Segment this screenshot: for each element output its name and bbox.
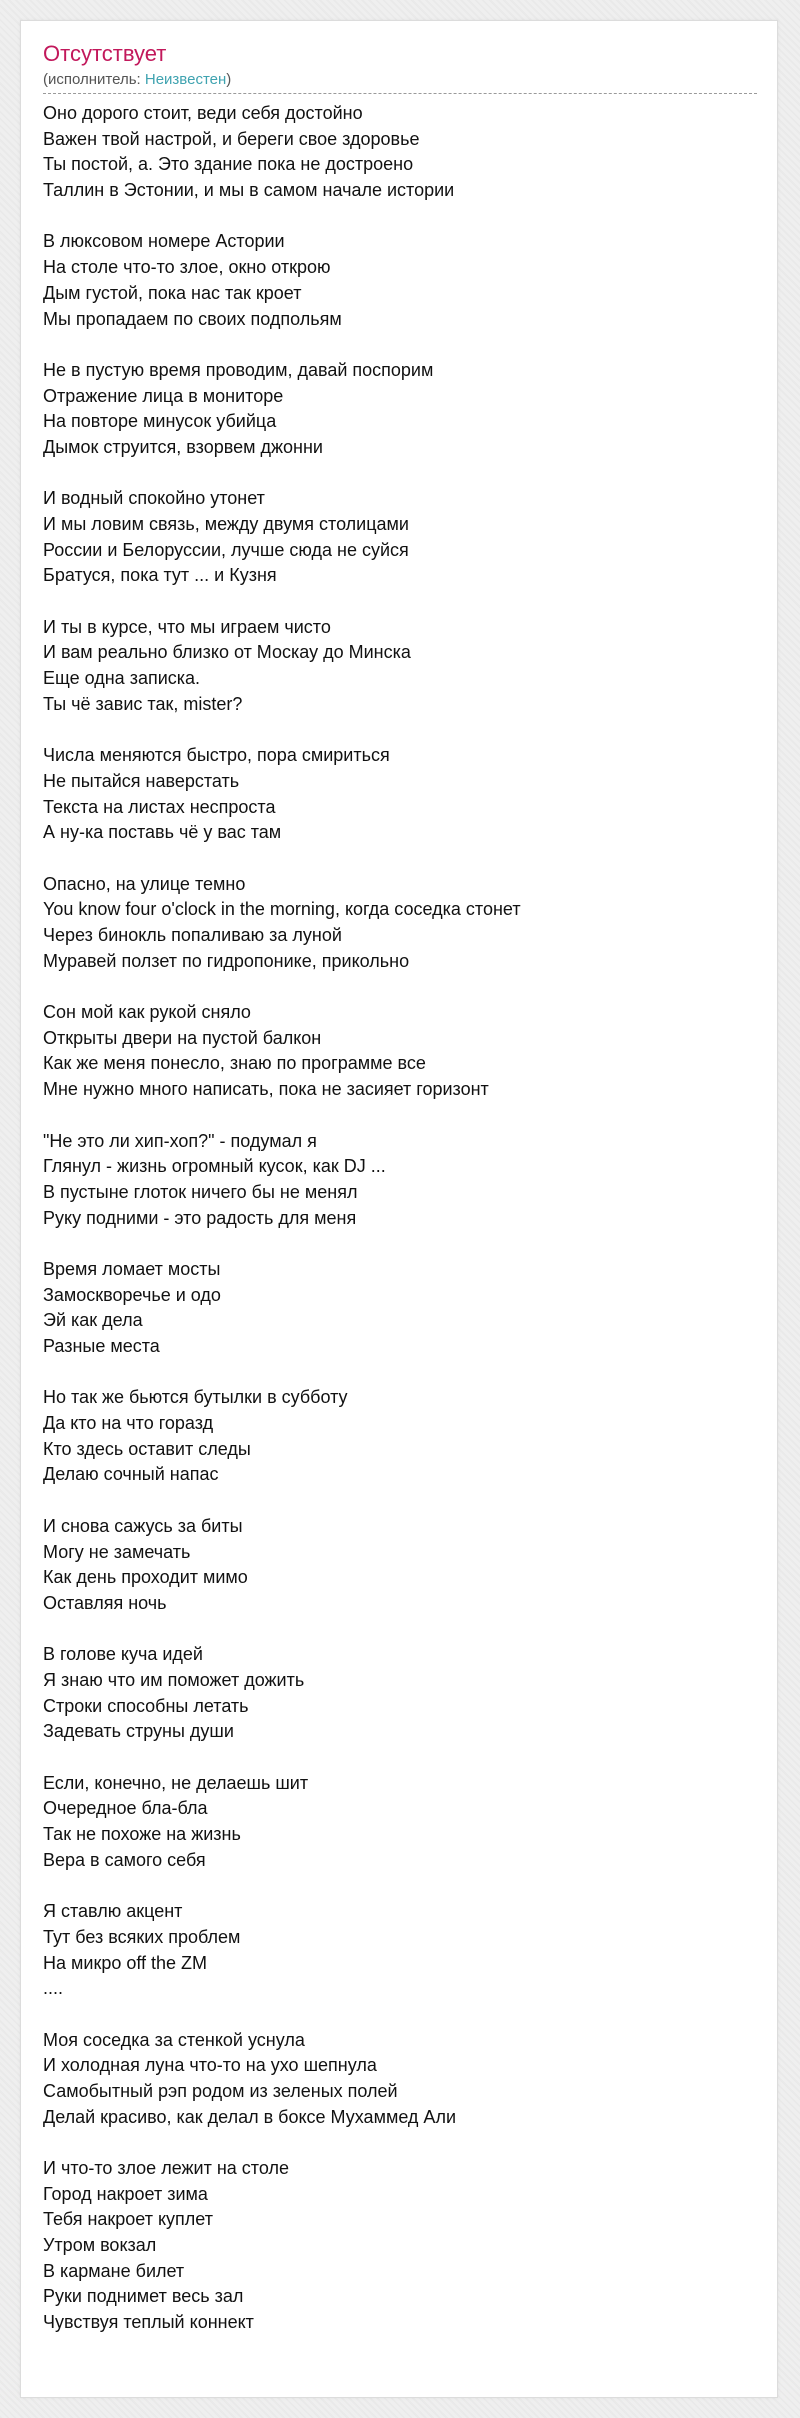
lyric-line: Делай красиво, как делал в боксе Мухаммед Али bbox=[43, 2106, 456, 2127]
lyric-line: Сон мой как рукой сняло bbox=[43, 1002, 251, 1023]
lyric-line: И холодная луна что-то на ухо шепнула bbox=[43, 2055, 377, 2076]
lyric-line: Опасно, на улице темно bbox=[43, 873, 246, 894]
lyric-line: Замоскворечье и одо bbox=[43, 1284, 221, 1305]
lyric-line: На повторе минусок убийца bbox=[43, 411, 277, 432]
lyric-line: Эй как дела bbox=[43, 1310, 143, 1331]
lyric-line: Дымок струится, взорвем джонни bbox=[43, 436, 323, 457]
lyric-line: Кто здесь оставит следы bbox=[43, 1438, 251, 1459]
lyric-line: Задевать струны души bbox=[43, 1721, 234, 1742]
lyric-line: Тебя накроет куплет bbox=[43, 2209, 213, 2230]
lyric-line: "Не это ли хип-хоп?" - подумал я bbox=[43, 1130, 317, 1151]
lyric-line: Оставляя ночь bbox=[43, 1592, 167, 1613]
lyric-line: .... bbox=[43, 1978, 64, 1999]
lyric-line: Я ставлю акцент bbox=[43, 1901, 183, 1922]
lyric-line: Открыты двери на пустой балкон bbox=[43, 1027, 322, 1048]
lyric-line: Да кто на что горазд bbox=[43, 1413, 214, 1434]
lyrics-stanza bbox=[43, 872, 759, 975]
lyric-line: Строки способны летать bbox=[43, 1695, 249, 1716]
lyrics-stanza bbox=[43, 2028, 759, 2131]
lyric-line: Муравей ползет по гидропонике, прикольно bbox=[43, 950, 410, 971]
lyric-line: Моя соседка за стенкой уснула bbox=[43, 2029, 305, 2050]
lyric-line: Чувствуя теплый коннект bbox=[43, 2312, 254, 2333]
lyric-line: Так не похоже на жизнь bbox=[43, 1824, 241, 1845]
lyric-line: И ты в курсе, что мы играем чисто bbox=[43, 616, 331, 637]
title-divider bbox=[43, 93, 757, 94]
lyrics-stanza bbox=[43, 1000, 759, 1103]
lyrics-body bbox=[43, 101, 759, 2362]
lyrics-stanza bbox=[43, 743, 759, 846]
lyrics-stanza bbox=[43, 1514, 759, 1617]
lyric-line: Я знаю что им поможет дожить bbox=[43, 1669, 305, 1690]
lyric-line: Утром вокзал bbox=[43, 2235, 157, 2256]
lyric-line: Как же меня понесло, знаю по программе все bbox=[43, 1053, 426, 1074]
lyric-line: Не в пустую время проводим, давай поспорим bbox=[43, 359, 434, 380]
lyric-line: Тут без всяких проблем bbox=[43, 1926, 241, 1947]
lyric-line: Очередное бла-бла bbox=[43, 1798, 208, 1819]
lyric-line: Важен твой настрой, и береги свое здоровье bbox=[43, 128, 420, 149]
lyrics-stanza bbox=[43, 1899, 759, 2002]
lyrics-stanza bbox=[43, 1385, 759, 1488]
artist-link[interactable]: Неизвестен bbox=[144, 71, 227, 88]
lyric-line: Оно дорого стоит, веди себя достойно bbox=[43, 103, 363, 123]
lyric-line: Как день проходит мимо bbox=[43, 1567, 248, 1588]
lyrics-stanza bbox=[43, 486, 759, 589]
lyric-line: Через бинокль попаливаю за луной bbox=[43, 925, 342, 945]
lyric-line: Самобытный рэп родом из зеленых полей bbox=[43, 2080, 398, 2101]
lyric-line: Руку подними - это радость для меня bbox=[43, 1207, 357, 1228]
artist-line bbox=[43, 71, 231, 89]
lyric-line: Город накроет зима bbox=[43, 2183, 208, 2204]
lyric-line: Могу не замечать bbox=[43, 1541, 191, 1562]
lyric-line: Если, конечно, не делаешь шит bbox=[43, 1772, 309, 1793]
lyrics-stanza bbox=[43, 2156, 759, 2336]
lyrics-stanza bbox=[43, 1771, 759, 1874]
lyric-line: Текста на листах неспроста bbox=[43, 796, 276, 817]
lyric-line: Мне нужно много написать, пока не засияет горизонт bbox=[43, 1079, 489, 1100]
lyrics-stanza bbox=[43, 1257, 759, 1360]
lyric-line: Отражение лица в мониторе bbox=[43, 385, 284, 406]
lyric-line: Время ломает мосты bbox=[43, 1258, 221, 1279]
lyrics-stanza bbox=[43, 615, 759, 718]
lyric-line: В пустыне глоток ничего бы не менял bbox=[43, 1181, 358, 1202]
lyric-line: Разные места bbox=[43, 1336, 160, 1356]
lyric-line: В кармане билет bbox=[43, 2260, 185, 2281]
lyric-line: Вера в самого себя bbox=[43, 1849, 206, 1870]
lyric-line: А ну-ка поставь чё у вас там bbox=[43, 822, 282, 843]
lyric-line: И водный спокойно утонет bbox=[43, 488, 265, 509]
lyric-line: Делаю сочный напас bbox=[43, 1464, 219, 1485]
lyric-line: Братуся, пока тут ... и Кузня bbox=[43, 565, 277, 586]
song-title: Отсутствует bbox=[43, 41, 167, 66]
lyric-line: Мы пропадаем по своих подпольям bbox=[43, 308, 342, 329]
lyrics-stanza bbox=[43, 358, 759, 461]
lyric-line: В люксовом номере Астории bbox=[43, 231, 285, 252]
lyric-line: И что-то злое лежит на столе bbox=[43, 2158, 289, 2178]
lyric-line: Но так же бьются бутылки в субботу bbox=[43, 1387, 348, 1408]
lyric-line: Числа меняются быстро, пора смириться bbox=[43, 745, 390, 766]
lyrics-stanza bbox=[43, 229, 759, 332]
lyric-line: Руки поднимет весь зал bbox=[43, 2286, 244, 2307]
lyrics-stanza bbox=[43, 1642, 759, 1745]
lyric-line: Ты постой, а. Это здание пока не достроено bbox=[43, 154, 414, 175]
lyric-line: В голове куча идей bbox=[43, 1644, 203, 1665]
lyric-line: Глянул - жизнь огромный кусок, как DJ ... bbox=[43, 1156, 386, 1177]
lyric-line: Дым густой, пока нас так кроет bbox=[43, 282, 302, 303]
lyrics-stanza bbox=[43, 1129, 759, 1232]
lyric-line: На микро off the ZM bbox=[43, 1952, 208, 1973]
lyric-line: Еще одна записка. bbox=[43, 668, 201, 689]
lyric-line: Не пытайся наверстать bbox=[43, 770, 240, 791]
artist-prefix: (исполнитель: bbox=[43, 71, 145, 88]
artist-suffix: ) bbox=[226, 71, 232, 88]
lyrics-card bbox=[20, 20, 778, 2398]
lyric-line: И вам реально близко от Москау до Минска bbox=[43, 642, 411, 663]
lyric-line: You know four o'clock in the morning, когда соседка стонет bbox=[43, 899, 521, 920]
lyric-line: На столе что-то злое, окно открою bbox=[43, 257, 331, 278]
lyric-line: России и Белоруссии, лучше сюда не суйся bbox=[43, 539, 409, 560]
lyric-line: И снова сажусь за биты bbox=[43, 1515, 243, 1536]
lyric-line: Ты чё завис так, mister? bbox=[43, 693, 243, 714]
lyric-line: Таллин в Эстонии, и мы в самом начале истории bbox=[43, 180, 455, 201]
lyrics-stanza bbox=[43, 101, 759, 204]
lyric-line: И мы ловим связь, между двумя столицами bbox=[43, 514, 409, 534]
